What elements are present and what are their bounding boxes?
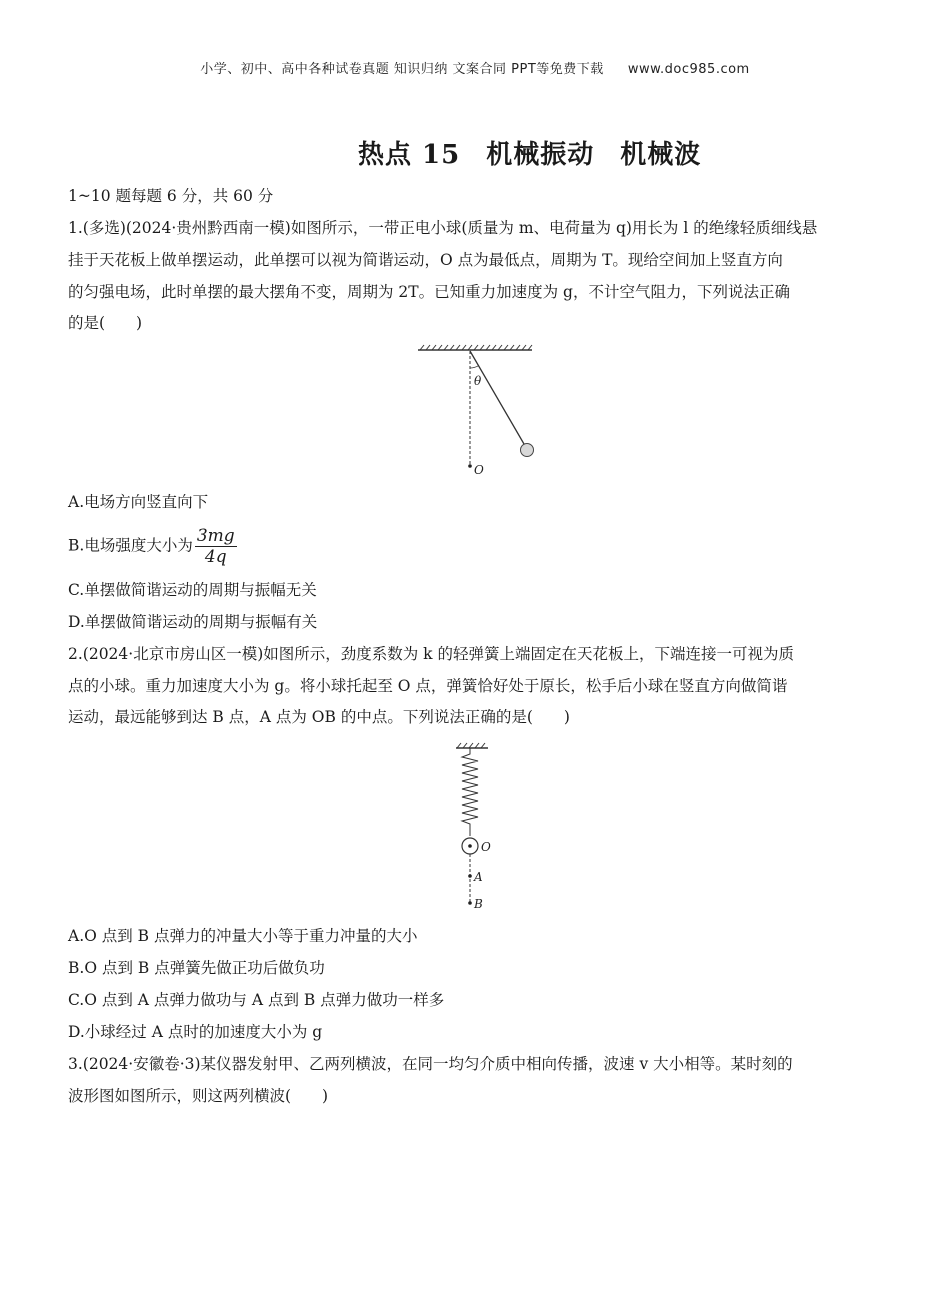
q3-line1: 3.(2024·安徽卷·3)某仪器发射甲、乙两列横波，在同一均匀介质中相向传播，波速 v 大小相等。某时刻的	[68, 1055, 793, 1073]
q2-line3: 运动，最远能够到达 B 点，A 点为 OB 的中点。下列说法正确的是( )	[68, 708, 570, 726]
title-part3: 机械波	[620, 140, 702, 170]
pendulum-figure	[410, 340, 550, 480]
lowest-point	[468, 464, 472, 468]
q2-option-a: A.O 点到 B 点弹力的冲量大小等于重力冲量的大小	[68, 927, 418, 945]
q1-option-a: A.电场方向竖直向下	[68, 493, 209, 511]
title-part2: 机械振动	[486, 140, 595, 170]
q2-line2: 点的小球。重力加速度大小为 g。将小球托起至 O 点，弹簧恰好处于原长，松手后小球在竖直方向做简谐	[68, 677, 788, 695]
fraction-denominator: 4q	[204, 547, 227, 567]
title-part1: 热点 15	[358, 140, 461, 170]
q3-line2: 波形图如图所示，则这两列横波( )	[68, 1087, 329, 1105]
q1-option-d: D.单摆做简谐运动的周期与振幅有关	[68, 613, 318, 631]
q1-line4: 的是( )	[68, 314, 143, 332]
spring-figure	[440, 738, 510, 913]
spring-coil	[462, 748, 478, 836]
label-b: B	[474, 897, 483, 911]
q1-line1: 1.(多选)(2024·贵州黔西南一模)如图所示，一带正电小球(质量为 m、电荷量为 q)用长为 l 的绝缘轻质细线悬	[68, 219, 818, 237]
q2-option-b: B.O 点到 B 点弹簧先做正功后做负功	[68, 959, 325, 977]
header-site-link[interactable]: www.doc985.com	[627, 62, 750, 77]
q1-line3: 的匀强电场，此时单摆的最大摆角不变，周期为 2T。已知重力加速度为 g，不计空气阻力，下列说法正确	[68, 283, 790, 301]
q2-line1: 2.(2024·北京市房山区一模)如图所示，劲度系数为 k 的轻弹簧上端固定在天花板上，下端连接一可视为质	[68, 645, 795, 663]
q1-option-b-fraction	[195, 526, 237, 567]
q1-line2: 挂于天花板上做单摆运动，此单摆可以视为简谐运动，O 点为最低点，周期为 T。现给空间加上竖直方向	[68, 251, 783, 269]
angle-label: θ	[474, 374, 482, 388]
spring-ball-center	[468, 844, 472, 848]
q1-option-b	[68, 526, 237, 567]
scoring-note: 1~10 题每题 6 分，共 60 分	[68, 187, 274, 205]
fraction-numerator: 3mg	[196, 526, 235, 546]
angle-arc	[470, 366, 479, 368]
q1-option-c: C.单摆做简谐运动的周期与振幅无关	[68, 581, 317, 599]
q2-option-d: D.小球经过 A 点时的加速度大小为 g	[68, 1023, 323, 1041]
label-o: O	[481, 840, 491, 854]
pendulum-string	[470, 351, 524, 444]
spring-ceiling-hatch	[456, 743, 488, 748]
header-text: 小学、初中、高中各种试卷真题 知识归纳 文案合同 PPT等免费下载	[200, 62, 604, 77]
q2-option-c: C.O 点到 A 点弹力做功与 A 点到 B 点弹力做功一样多	[68, 991, 445, 1009]
point-b	[468, 901, 472, 905]
point-a	[468, 874, 472, 878]
label-a: A	[474, 870, 483, 884]
pendulum-ball	[521, 444, 534, 457]
point-o-label: O	[474, 463, 484, 477]
page-title	[358, 134, 701, 171]
page-header	[0, 58, 950, 77]
ceiling-hatch	[418, 345, 532, 350]
q1-option-b-text: B.电场强度大小为	[68, 536, 193, 555]
